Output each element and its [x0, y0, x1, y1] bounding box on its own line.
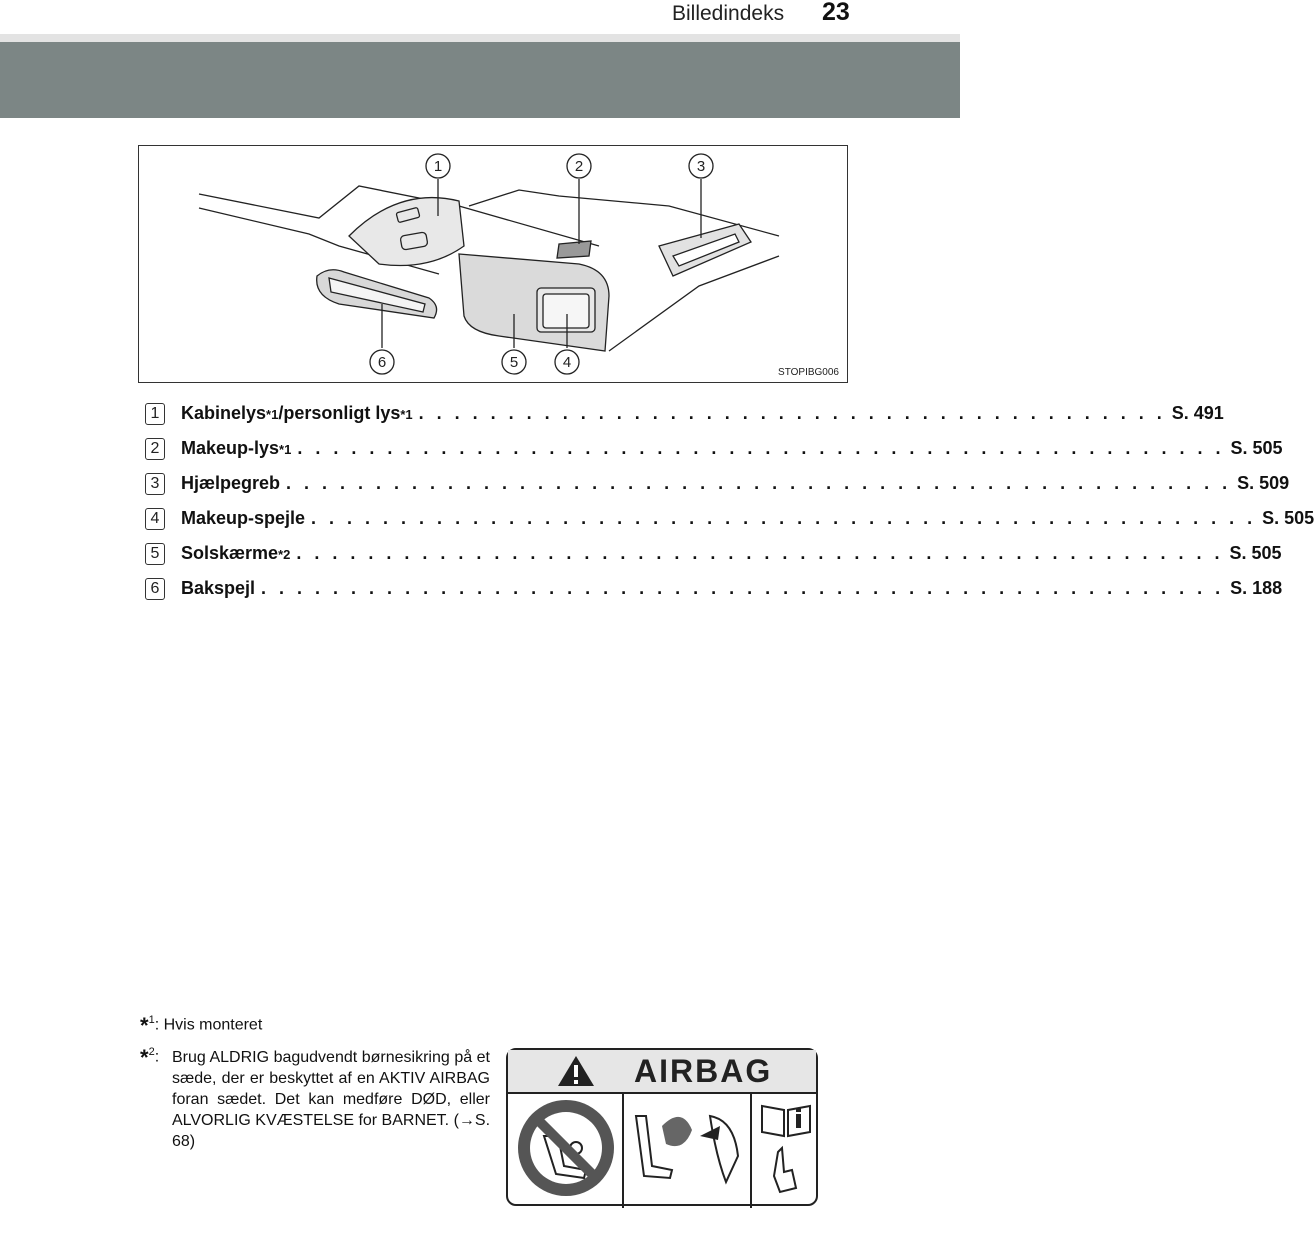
footnote-1 — [140, 1010, 263, 1039]
leader-dots: . . . . . . . . . . . . . . . . . . . . . . . . . . . . . . . . . . . . . . . . . . . . . . . . . . . . . — [311, 508, 1257, 528]
no-rear-facing-child-seat-icon — [514, 1096, 618, 1200]
item-label: Hjælpegreb — [181, 473, 281, 493]
index-row[interactable] — [145, 501, 1314, 536]
warning-triangle-icon — [556, 1054, 596, 1088]
page-ref-link[interactable]: S. 509 — [1237, 473, 1290, 493]
header-rule — [0, 34, 960, 42]
index-list — [145, 396, 1314, 606]
footnote-2-marker — [140, 1042, 160, 1071]
page-ref-link[interactable]: S. 505 — [1230, 438, 1283, 458]
footnote-2-text: Brug ALDRIG bagudvendt børnesikring på et sæde, der er beskyttet af en AKTIV AIRBAG foran sædet. Det kan medføre DØD, eller ALVORLIG KVÆSTELSE for BARNET. (→S. 68) — [172, 1049, 491, 1150]
page-ref-link[interactable]: S. 188 — [1230, 578, 1283, 598]
index-row[interactable] — [145, 431, 1283, 466]
divider — [622, 1092, 624, 1208]
footnote-ref: *1 — [266, 407, 279, 422]
callout-6-label: 6 — [377, 354, 387, 371]
divider — [750, 1092, 752, 1208]
headliner-drawing — [139, 146, 847, 382]
figure-code: STOPIBG006 — [778, 367, 839, 378]
item-label: Kabinelys — [181, 403, 267, 423]
item-number: 6 — [145, 578, 165, 600]
item-number: 3 — [145, 473, 165, 495]
leader-dots: . . . . . . . . . . . . . . . . . . . . . . . . . . . . . . . . . . . . . . . . . . . . . . . . . . . . . — [286, 473, 1232, 493]
airbag-warning-label — [506, 1048, 818, 1206]
item-label: Solskærme — [181, 543, 279, 563]
footnote-ref: *1 — [400, 407, 413, 422]
item-label-cont: /personligt lys — [278, 403, 401, 423]
item-number: 4 — [145, 508, 165, 530]
index-row[interactable] — [145, 571, 1283, 606]
interior-illustration — [138, 145, 848, 383]
callout-2-label: 2 — [574, 158, 584, 175]
leader-dots: . . . . . . . . . . . . . . . . . . . . . . . . . . . . . . . . . . . . . . . . . . . . . . . . . . . . . . — [261, 578, 1225, 598]
callout-3-label: 3 — [696, 158, 706, 175]
footnote-star: * — [140, 1045, 149, 1071]
read-manual-icon — [758, 1100, 814, 1200]
callout-1-label: 1 — [433, 158, 443, 175]
footnote-ref: *2 — [278, 547, 291, 562]
airbag-word: AIRBAG — [634, 1053, 773, 1089]
callout-4-label: 4 — [562, 354, 572, 371]
item-number: 5 — [145, 543, 165, 565]
footnote-ref: *1 — [279, 442, 292, 457]
footnote-text: : Hvis monteret — [154, 1016, 263, 1034]
page-number: 23 — [822, 0, 850, 26]
header — [0, 0, 960, 34]
page-ref-link[interactable]: S. 505 — [1262, 508, 1314, 528]
leader-dots: . . . . . . . . . . . . . . . . . . . . . . . . . . . . . . . . . . . . . . . . . . — [418, 403, 1166, 423]
item-label: Makeup-spejle — [181, 508, 306, 528]
page-ref-link[interactable]: S. 505 — [1229, 543, 1282, 563]
item-number: 1 — [145, 403, 165, 425]
airbag-header — [508, 1050, 816, 1094]
footnote-star: * — [140, 1013, 149, 1039]
footnote-number: 2 — [148, 1046, 155, 1058]
index-row[interactable] — [145, 536, 1282, 571]
index-row[interactable] — [145, 396, 1224, 431]
item-label: Bakspejl — [181, 578, 256, 598]
footnote-colon: : — [154, 1048, 160, 1066]
leader-dots: . . . . . . . . . . . . . . . . . . . . . . . . . . . . . . . . . . . . . . . . . . . . . . . . . . . . — [296, 543, 1224, 563]
footnote-number: 1 — [148, 1014, 155, 1026]
airbag-deploy-icon — [626, 1096, 746, 1200]
section-title: Billedindeks — [672, 2, 785, 25]
title-band — [0, 42, 960, 118]
callout-5-label: 5 — [509, 354, 519, 371]
item-label: Makeup-lys — [181, 438, 280, 458]
item-number: 2 — [145, 438, 165, 460]
page-ref-link[interactable]: S. 491 — [1171, 403, 1224, 423]
leader-dots: . . . . . . . . . . . . . . . . . . . . . . . . . . . . . . . . . . . . . . . . . . . . . . . . . . . . — [297, 438, 1225, 458]
index-row[interactable] — [145, 466, 1290, 501]
